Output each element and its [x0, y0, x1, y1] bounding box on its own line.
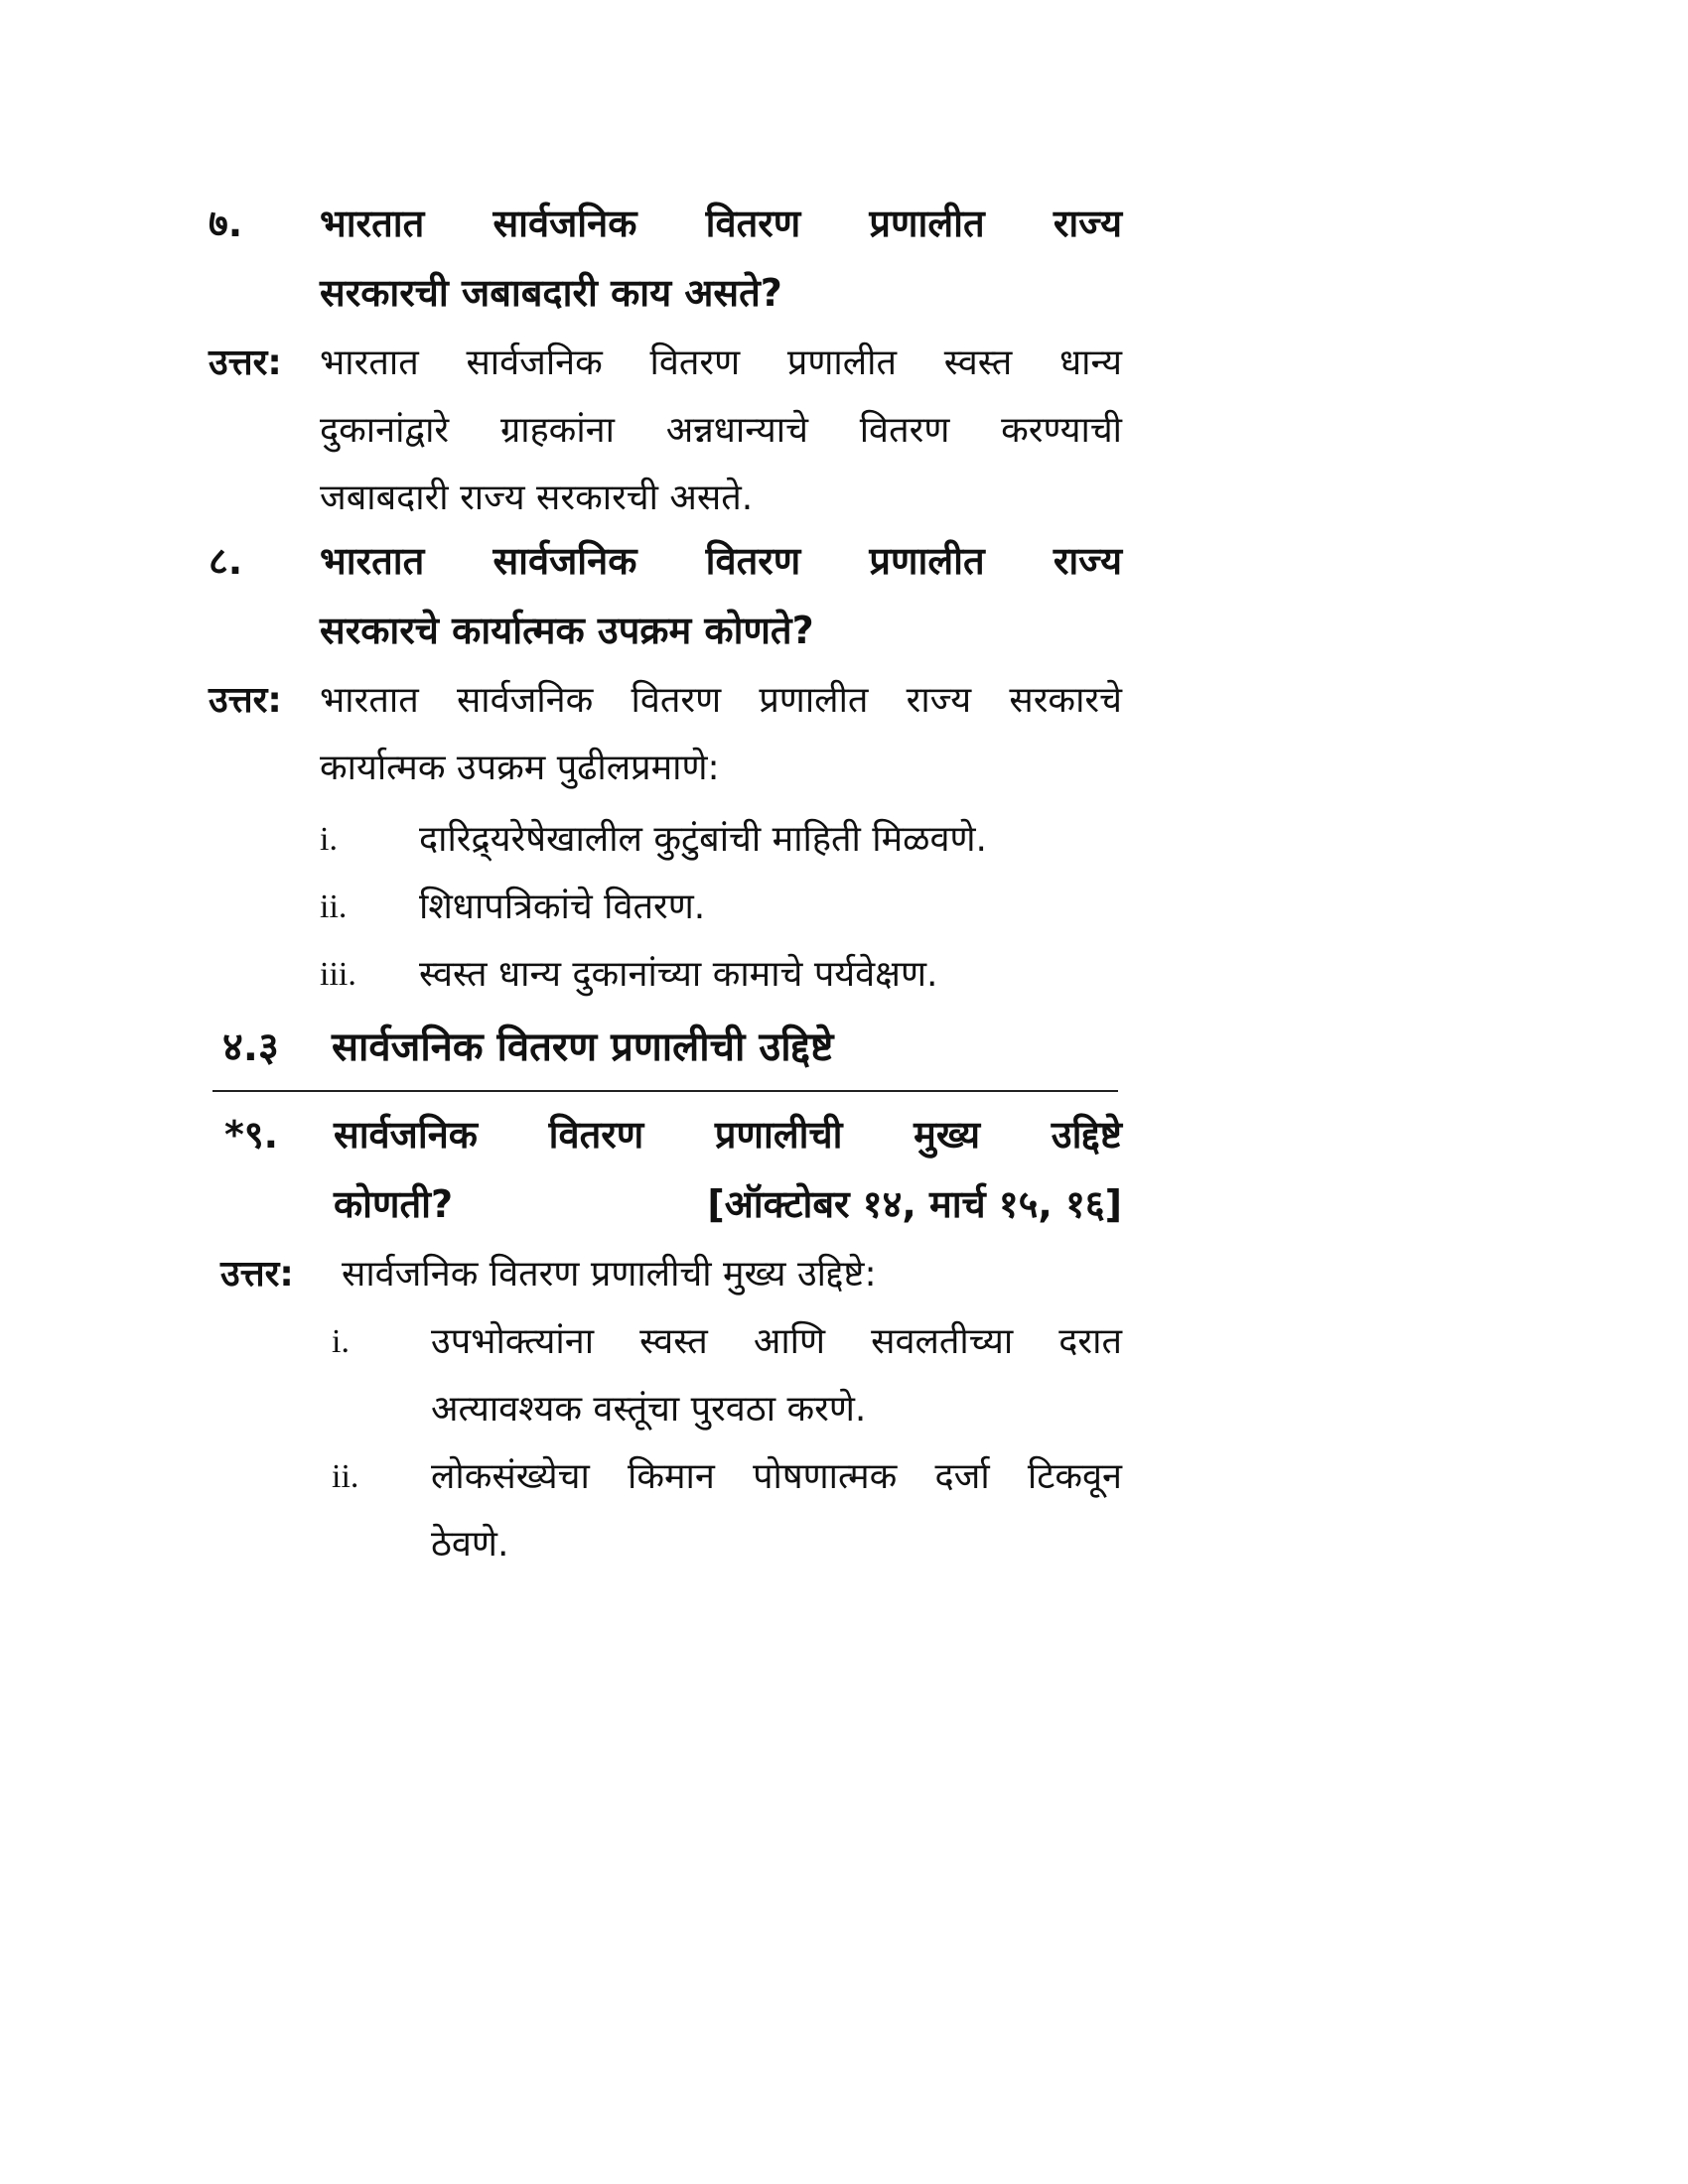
- answer-text: [320, 330, 1122, 532]
- question-9-block: [209, 1100, 1122, 1578]
- question-number: ७.: [209, 202, 243, 245]
- list-item: [332, 1308, 1122, 1443]
- answer-7: [209, 330, 1122, 532]
- list-item-line: उपभोक्त्यांना स्वस्त आणि सवलतीच्या दरात: [431, 1321, 1122, 1362]
- question-text: [320, 526, 1122, 665]
- answer-line: सार्वजनिक वितरण प्रणालीची मुख्य उद्दिष्टे:: [342, 1254, 877, 1295]
- question-7-block: [209, 189, 1122, 532]
- question-text: [334, 1100, 1122, 1239]
- answer-line: जबाबदारी राज्य सरकारची असते.: [320, 478, 754, 518]
- answer-label: उत्तर:: [209, 680, 282, 721]
- list-item-text: [431, 1308, 1122, 1443]
- question-line-with-reference: [334, 1169, 1122, 1239]
- question-line: कोणती?: [334, 1182, 454, 1226]
- answer-8: [209, 667, 1122, 802]
- answer-line: कार्यात्मक उपक्रम पुढीलप्रमाणे:: [320, 748, 720, 788]
- list-item-line: लोकसंख्येचा किमान पोषणात्मक दर्जा टिकवून: [431, 1456, 1122, 1497]
- section-heading: [222, 1013, 1116, 1082]
- answer-9-points: [332, 1308, 1122, 1578]
- exam-reference: [ऑक्टोबर १४, मार्च १५, १६]: [707, 1182, 1122, 1226]
- question-number: ८.: [209, 539, 243, 583]
- list-item-text: [431, 1443, 1122, 1578]
- list-item-number: i.: [320, 821, 338, 858]
- question-line: सरकारचे कार्यात्मक उपक्रम कोणते?: [320, 609, 814, 652]
- answer-label: उत्तर:: [209, 342, 282, 383]
- answer-line: भारतात सार्वजनिक वितरण प्रणालीत राज्य सरकारचे: [320, 680, 1122, 721]
- section-number: ४.३: [222, 1024, 279, 1070]
- answer-label: उत्तर:: [220, 1254, 294, 1295]
- question-number: *९.: [224, 1113, 279, 1157]
- list-item-number: ii.: [320, 888, 348, 925]
- list-item: [332, 1443, 1122, 1578]
- list-item-text: शिधापत्रिकांचे वितरण.: [419, 887, 706, 927]
- question-line: भारतात सार्वजनिक वितरण प्रणालीत राज्य: [320, 539, 1122, 583]
- answer-line: दुकानांद्वारे ग्राहकांना अन्नधान्याचे वितरण करण्याची: [320, 410, 1122, 451]
- answer-text: [342, 1241, 1122, 1308]
- question-8: [209, 526, 1122, 665]
- question-8-block: [209, 526, 1122, 1009]
- answer-line: भारतात सार्वजनिक वितरण प्रणालीत स्वस्त धान्य: [320, 342, 1122, 383]
- list-item-text: स्वस्त धान्य दुकानांच्या कामाचे पर्यवेक्षण.: [419, 954, 938, 995]
- list-item-number: iii.: [320, 956, 356, 993]
- list-item-number: ii.: [332, 1458, 359, 1495]
- list-item: [320, 874, 1122, 941]
- list-item-number: i.: [332, 1323, 350, 1360]
- section-divider: [212, 1090, 1118, 1092]
- list-item-line: अत्यावश्यक वस्तूंचा पुरवठा करणे.: [431, 1389, 867, 1430]
- list-item: [320, 941, 1122, 1009]
- question-line: सरकारची जबाबदारी काय असते?: [320, 271, 782, 315]
- question-text: [320, 189, 1122, 328]
- list-item-line: ठेवणे.: [431, 1524, 509, 1565]
- list-item: [320, 806, 1122, 874]
- answer-8-points: [320, 806, 1122, 1009]
- list-item-text: दारिद्र्यरेषेखालील कुटुंबांची माहिती मिळवणे.: [419, 819, 987, 860]
- answer-9: [209, 1241, 1122, 1308]
- question-7: [209, 189, 1122, 328]
- question-9: [209, 1100, 1122, 1239]
- question-line: सार्वजनिक वितरण प्रणालीची मुख्य उद्दिष्टे: [334, 1113, 1122, 1157]
- section-title: सार्वजनिक वितरण प्रणालीची उद्दिष्टे: [332, 1024, 834, 1070]
- question-line: भारतात सार्वजनिक वितरण प्रणालीत राज्य: [320, 202, 1122, 245]
- answer-text: [320, 667, 1122, 802]
